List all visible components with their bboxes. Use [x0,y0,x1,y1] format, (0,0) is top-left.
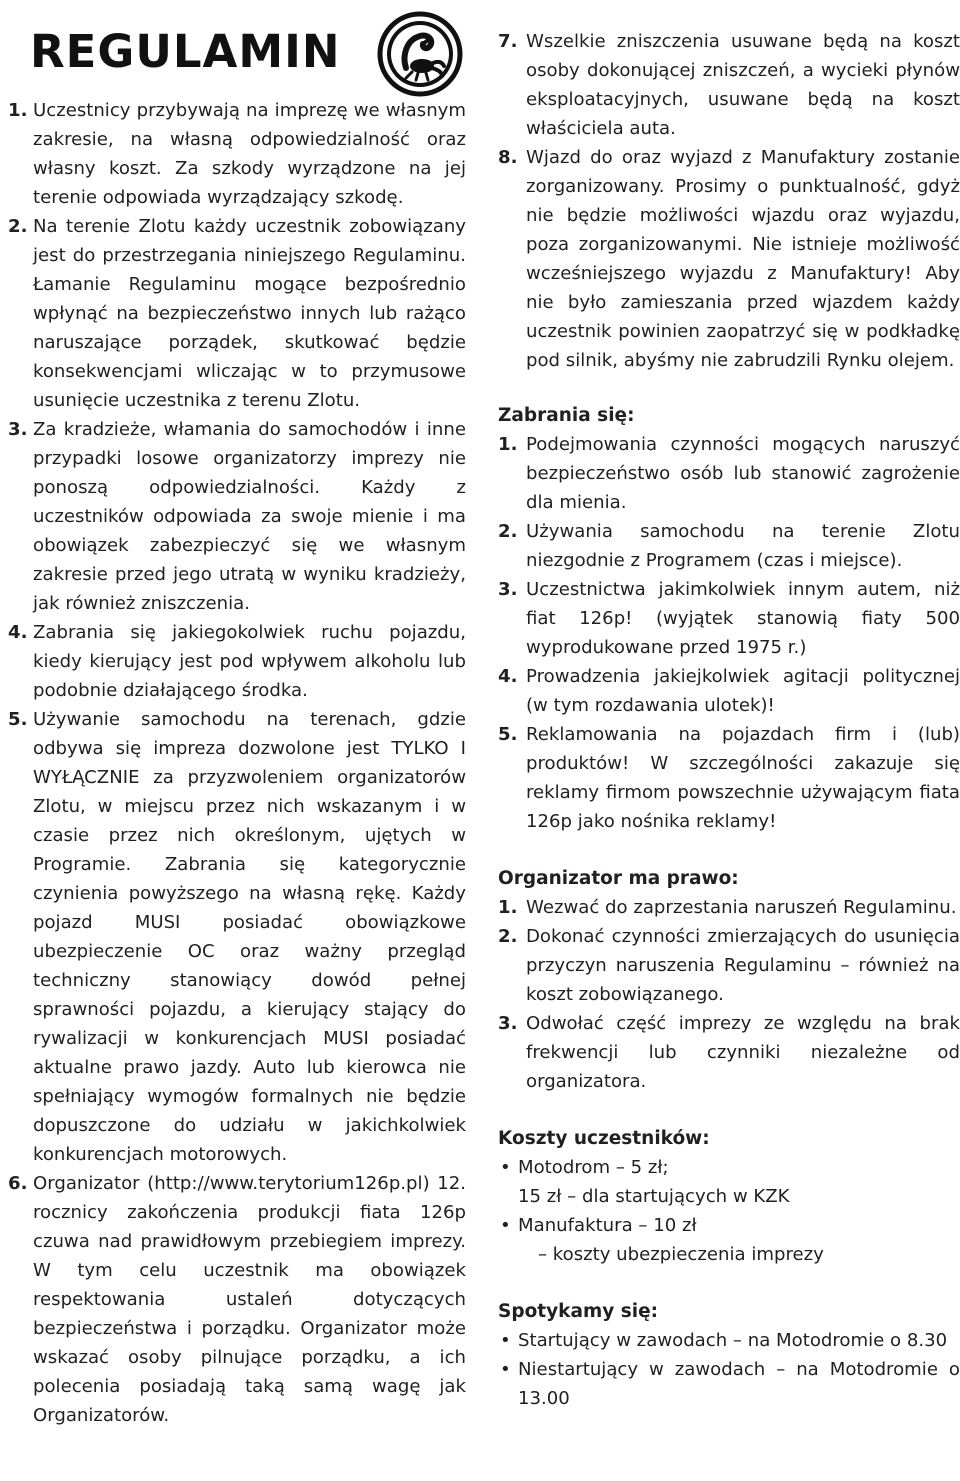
list-number: 3. [498,579,518,600]
list-item [498,662,960,720]
rule-number: 8. [498,147,518,168]
section-zabrania [498,401,960,836]
bullet-icon: • [500,1330,511,1351]
list-number: 4. [498,666,518,687]
list-text: Wezwać do zaprzestania naruszeń Regulaminu. [526,897,957,918]
rule-item [8,1169,466,1430]
page-title: REGULAMIN [30,25,341,78]
bullet-item [498,1326,960,1355]
list-number: 5. [498,724,518,745]
rule-text: Wszelkie zniszczenia usuwane będą na koszt osoby dokonującej zniszczeń, a wycieki płynów eksploatacyjnych, usuwane będą na koszt właściciela auta. [526,31,960,139]
section-spotykamy [498,1297,960,1413]
rule-text: Uczestnicy przybywają na imprezę we własnym zakresie, na własną odpowiedzialność oraz własny koszt. Za szkody wyrządzone na jej terenie odpowiada wyrządzający szkodę. [33,100,466,208]
list-text: Uczestnictwa jakimkolwiek innym autem, niż fiat 126p! (wyjątek stanowią fiaty 500 wyprodukowane przed 1975 r.) [526,579,960,658]
bullet-line: – koszty ubezpieczenia imprezy [538,1244,824,1265]
rule-number: 4. [8,622,28,643]
list-text: Używania samochodu na terenie Zlotu niezgodnie z Programem (czas i miejsce). [526,521,960,571]
list-item [498,720,960,836]
list-item [498,430,960,517]
section-koszty [498,1124,960,1269]
rule-number: 7. [498,31,518,52]
rule-item [498,27,960,143]
rule-text: Zabrania się jakiegokolwiek ruchu pojazdu, kiedy kierujący jest pod wpływem alkoholu lub podobnie działającego środka. [33,622,466,701]
list-text: Prowadzenia jakiejkolwiek agitacji politycznej (w tym rozdawania ulotek)! [526,666,960,716]
bullet-line: 15 zł – dla startujących w KZK [518,1186,790,1207]
bullet-icon: • [500,1157,511,1178]
bullet-text: Startujący w zawodach – na Motodromie o 8.30 [518,1330,948,1351]
list-number: 1. [498,434,518,455]
rule-text: Organizator (http://www.terytorium126p.pl) 12. rocznicy zakończenia produkcji fiata 126p czuwa nad prawidłowym przebiegiem imprezy. W tym celu uczestnik ma obowiązek respektowania ustaleń dotyczących bezpieczeństwa i porządku. Organizator może wskazać osoby pilnujące porządku, a ich polecenia posiadają taką samą wagę jak Organizatorów. [33,1173,466,1426]
rule-item [498,143,960,375]
left-column [8,0,466,1430]
rule-text: Na terenie Zlotu każdy uczestnik zobowiązany jest do przestrzegania niniejszego Regulaminu. Łamanie Regulaminu mogące bezpośrednio wpłynąć na bezpieczeństwo innych lub rażąco naruszające porządek, skutkować będzie konsekwencjami wliczając w to przymusowe usunięcie uczestnika z terenu Zlotu. [33,216,466,411]
rule-number: 5. [8,709,28,730]
section-heading: Zabrania się: [498,405,635,426]
list-text: Reklamowania na pojazdach firm i (lub) produktów! W szczególności zakazuje się reklamy firmom powszechnie używającym fiata 126p jako nośnika reklamy! [526,724,960,832]
list-number: 2. [498,521,518,542]
list-text: Dokonać czynności zmierzających do usunięcia przyczyn naruszenia Regulaminu – również na koszt zobowiązanego. [526,926,960,1005]
bullet-line: Manufaktura – 10 zł [518,1215,697,1236]
rule-number: 6. [8,1173,28,1194]
rule-text: Wjazd do oraz wyjazd z Manufaktury zostanie zorganizowany. Prosimy o punktualność, gdyż nie będzie możliwości wjazdu oraz wyjazdu, poza zorganizowanymi. Nie istnieje możliwość wcześniejszego wyjazdu z Manufaktury! Aby nie było zamieszania przed wjazdem każdy uczestnik powinien zaopatrzyć się w podkładkę pod silnik, abyśmy nie zabrudzili Rynku olejem. [526,147,960,371]
section-organizator [498,864,960,1096]
rules-list-right [498,27,960,375]
rule-item [8,618,466,705]
scorpion-logo-icon [376,10,464,98]
list-number: 3. [498,1013,518,1034]
rule-item [8,212,466,415]
bullet-item [498,1153,960,1211]
rule-item [8,415,466,618]
rule-number: 2. [8,216,28,237]
list-item [498,893,960,922]
bullet-item [498,1211,960,1269]
rule-number: 3. [8,419,28,440]
list-text: Podejmowania czynności mogących naruszyć bezpieczeństwo osób lub stanowić zagrożenie dla mienia. [526,434,960,513]
header [8,0,466,96]
bullet-icon: • [500,1359,511,1380]
section-heading: Organizator ma prawo: [498,868,739,889]
list-item [498,1009,960,1096]
list-item [498,922,960,1009]
bullet-icon: • [500,1215,511,1236]
list-item [498,575,960,662]
bullet-item [498,1355,960,1413]
list-number: 2. [498,926,518,947]
rule-number: 1. [8,100,28,121]
right-column [498,27,960,1413]
section-heading: Spotykamy się: [498,1301,659,1322]
bullet-text: Niestartujący w zawodach – na Motodromie o 13.00 [518,1359,960,1409]
rule-item [8,705,466,1169]
rule-text: Używanie samochodu na terenach, gdzie odbywa się impreza dozwolone jest TYLKO I WYŁĄCZNIE za przyzwoleniem organizatorów Zlotu, w miejscu przez nich wskazanym i w czasie przez nich określonym, ujętych w Programie. Zabrania się kategorycznie czynienia powyższego na własną rękę. Każdy pojazd MUSI posiadać obowiązkowe ubezpieczenie OC oraz ważny przegląd techniczny stanowiący dowód pełnej sprawności pojazdu, a kierujący stający do rywalizacji w konkurencjach MUSI posiadać aktualne prawo jazdy. Auto lub kierowca nie spełniający wymogów formalnych nie będzie dopuszczone do udziału w jakichkolwiek konkurencjach motorowych. [33,709,466,1165]
rules-list-left [8,96,466,1430]
section-heading: Koszty uczestników: [498,1128,710,1149]
list-number: 1. [498,897,518,918]
list-text: Odwołać część imprezy ze względu na brak frekwencji lub czynniki niezależne od organizatora. [526,1013,960,1092]
list-item [498,517,960,575]
rule-text: Za kradzieże, włamania do samochodów i inne przypadki losowe organizatorzy imprezy nie ponoszą odpowiedzialności. Każdy z uczestników odpowiada za swoje mienie i ma obowiązek zabezpieczyć się we własnym zakresie przed jego utratą w wyniku kradzieży, jak również zniszczenia. [33,419,466,614]
bullet-line: Motodrom – 5 zł; [518,1157,669,1178]
rule-item [8,96,466,212]
